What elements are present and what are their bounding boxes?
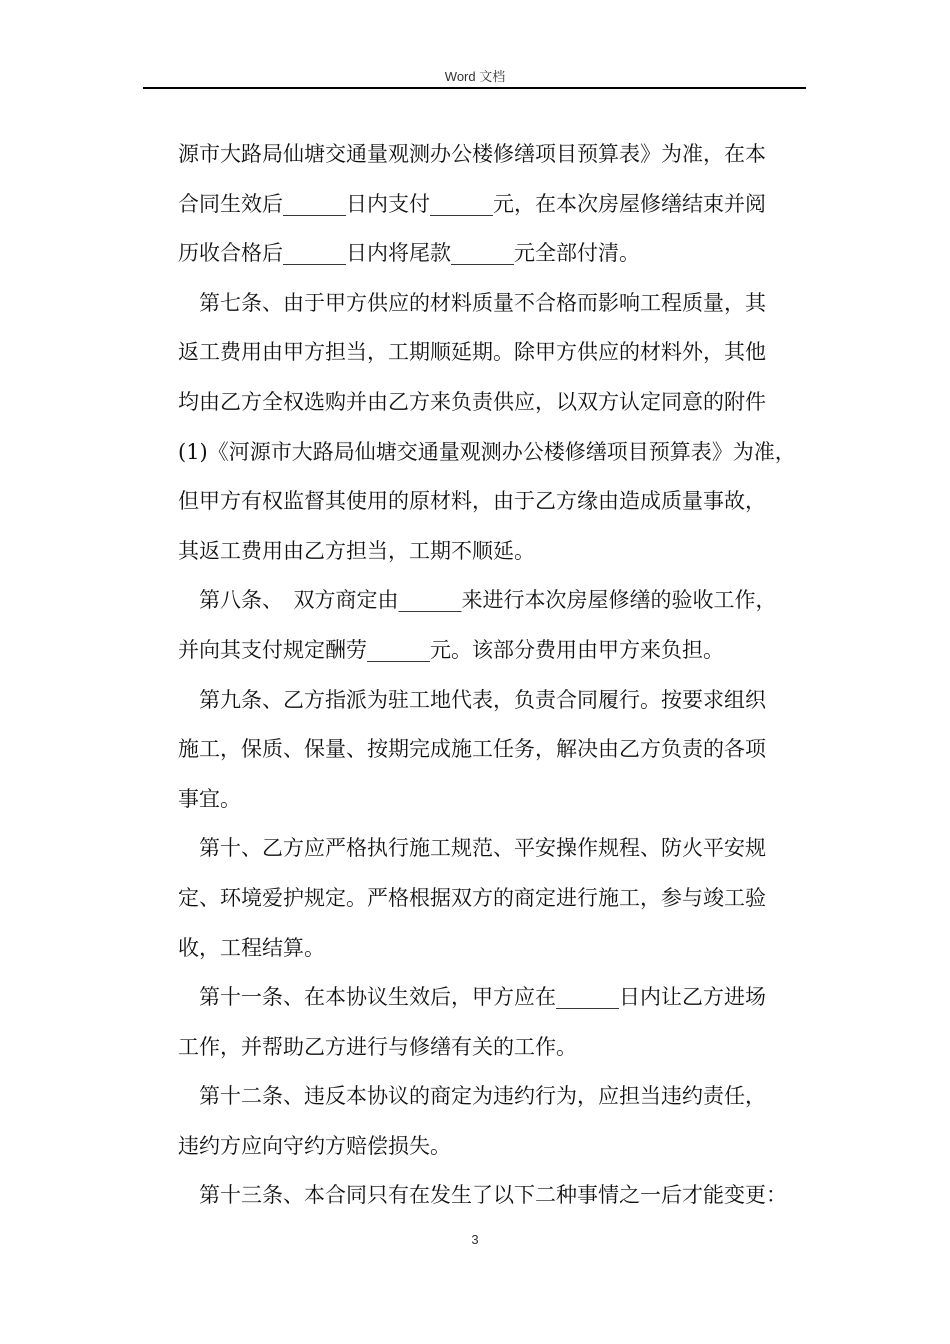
body-line: 返工费用由甲方担当，工期顺延期。除甲方供应的材料外，其他 (178, 340, 766, 365)
body-line: 收，工程结算。 (178, 935, 325, 960)
document-body (178, 130, 818, 1221)
body-line: 源市大路局仙塘交通量观测办公楼修缮项目预算表》为准，在本 (178, 142, 766, 166)
body-line-article-11: 第十一条、在本协议生效后，甲方应在______日内让乙方进场 (199, 985, 766, 1010)
body-line: 违约方应向守约方赔偿损失。 (178, 1133, 451, 1158)
header-title: Word 文档 (444, 69, 506, 84)
body-line: 其返工费用由乙方担当，工期不顺延。 (178, 538, 535, 563)
body-line: 均由乙方全权选购并由乙方来负责供应，以双方认定同意的附件 (178, 389, 766, 414)
page-number: 3 (471, 1232, 479, 1247)
body-line-article-13: 第十三条、本合同只有在发生了以下二种事情之一后才能变更： (199, 1183, 787, 1208)
header-divider (143, 87, 806, 89)
body-line: 工作，并帮助乙方进行与修缮有关的工作。 (178, 1034, 577, 1059)
body-line: 但甲方有权监督其使用的原材料，由于乙方缘由造成质量事故， (178, 489, 766, 514)
body-line-article-9: 第九条、乙方指派为驻工地代表，负责合同履行。按要求组织 (199, 687, 766, 712)
body-line-article-12: 第十二条、违反本协议的商定为违约行为，应担当违约责任， (199, 1084, 766, 1109)
body-line: 历收合格后______日内将尾款______元全部付清。 (178, 241, 640, 266)
body-line: 施工，保质、保量、按期完成施工任务，解决由乙方负责的各项 (178, 737, 766, 762)
body-line-article-10: 第十、乙方应严格执行施工规范、平安操作规程、防火平安规 (199, 836, 766, 861)
body-line: (1)《河源市大路局仙塘交通量观测办公楼修缮项目预算表》为准， (178, 439, 796, 464)
body-line: 合同生效后______日内支付______元，在本次房屋修缮结束并阅 (178, 191, 766, 216)
body-line: 并向其支付规定酬劳______元。该部分费用由甲方来负担。 (178, 637, 724, 662)
body-line-article-8: 第八条、 双方商定由______来进行本次房屋修缮的验收工作， (199, 588, 777, 613)
body-line-article-7: 第七条、由于甲方供应的材料质量不合格而影响工程质量，其 (199, 290, 766, 315)
body-line: 定、环境爱护规定。严格根据双方的商定进行施工，参与竣工验 (178, 885, 766, 910)
body-line: 事宜。 (178, 786, 241, 811)
